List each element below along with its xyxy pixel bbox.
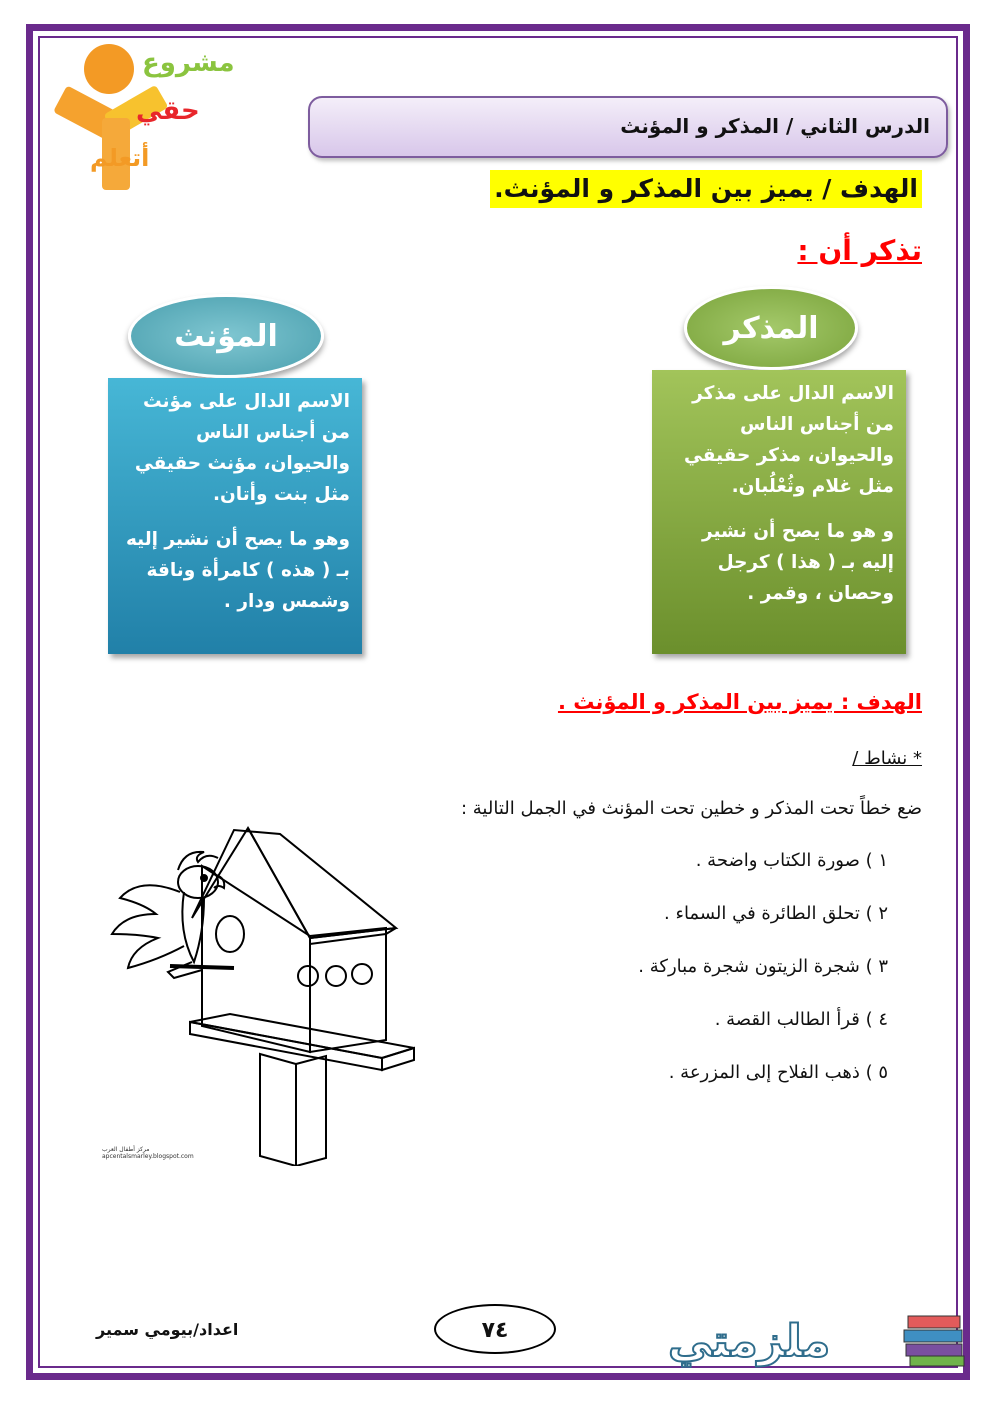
birdhouse-illustration [100,826,420,1166]
feminine-card [108,378,362,654]
goal-banner: الهدف / يميز بين المذكر و المؤنث. [490,170,922,208]
credit-line: مركز أطفال العرب [102,1146,150,1153]
illustration-credit [102,1146,212,1160]
sentence-item: ٢ ) تحلق الطائرة في السماء . [664,903,888,924]
logo-text-project: مشروع [142,48,235,78]
lesson-title-banner [308,96,948,158]
logo-text-learn: أتعلم [90,144,150,172]
credit-url: apcentalsmarley.blogspot.com [102,1153,194,1160]
masculine-definition: الاسم الدال على مذكر من أجناس الناس والحيوان، مذكر حقيقي مثل غلام وثُعْلُبان. [684,383,894,497]
feminine-definition: الاسم الدال على مؤنث من أجناس الناس والحيوان، مؤنث حقيقي مثل بنت وأتان. [134,391,350,505]
logo-figure-head-icon [84,44,134,94]
sentence-list [638,850,888,1115]
masculine-label: المذكر [684,286,858,370]
parrot-icon [112,852,234,978]
brand-logo-text: ملزمتي [668,1316,831,1367]
goal-repeat: الهدف : يميز بين المذكر و المؤنث . [557,690,922,714]
sentence-item: ١ ) صورة الكتاب واضحة . [695,850,888,871]
activity-instruction: ضع خطاً تحت المذكر و خطين تحت المؤنث في الجمل التالية : [460,798,922,819]
feminine-usage: وهو ما يصح أن نشير إليه بـ ( هذه ) كامرأة وناقة وشمس ودار . [125,529,350,612]
masculine-card [652,370,906,654]
sentence-item: ٤ ) قرأ الطالب القصة . [714,1009,888,1030]
project-logo [44,40,234,180]
masculine-usage: و هو ما يصح أن نشير إليه بـ ( هذا ) كرجل وحصان ، وقمر . [701,521,894,604]
lesson-title: الدرس الثاني / المذكر و المؤنث [620,114,930,138]
page-number: ٧٤ [434,1304,556,1354]
author-credit: اعداد/بيومي سمير [96,1320,239,1339]
remember-heading: تذكر أن : [797,234,922,267]
logo-text-right: حقي [136,96,200,126]
sentence-item: ٣ ) شجرة الزيتون شجرة مباركة . [638,956,888,977]
books-icon [900,1300,970,1370]
activity-label: * نشاط / [852,748,922,769]
sentence-item: ٥ ) ذهب الفلاح إلى المزرعة . [668,1062,888,1083]
brand-logo [668,1316,900,1386]
feminine-label: المؤنث [128,294,324,378]
